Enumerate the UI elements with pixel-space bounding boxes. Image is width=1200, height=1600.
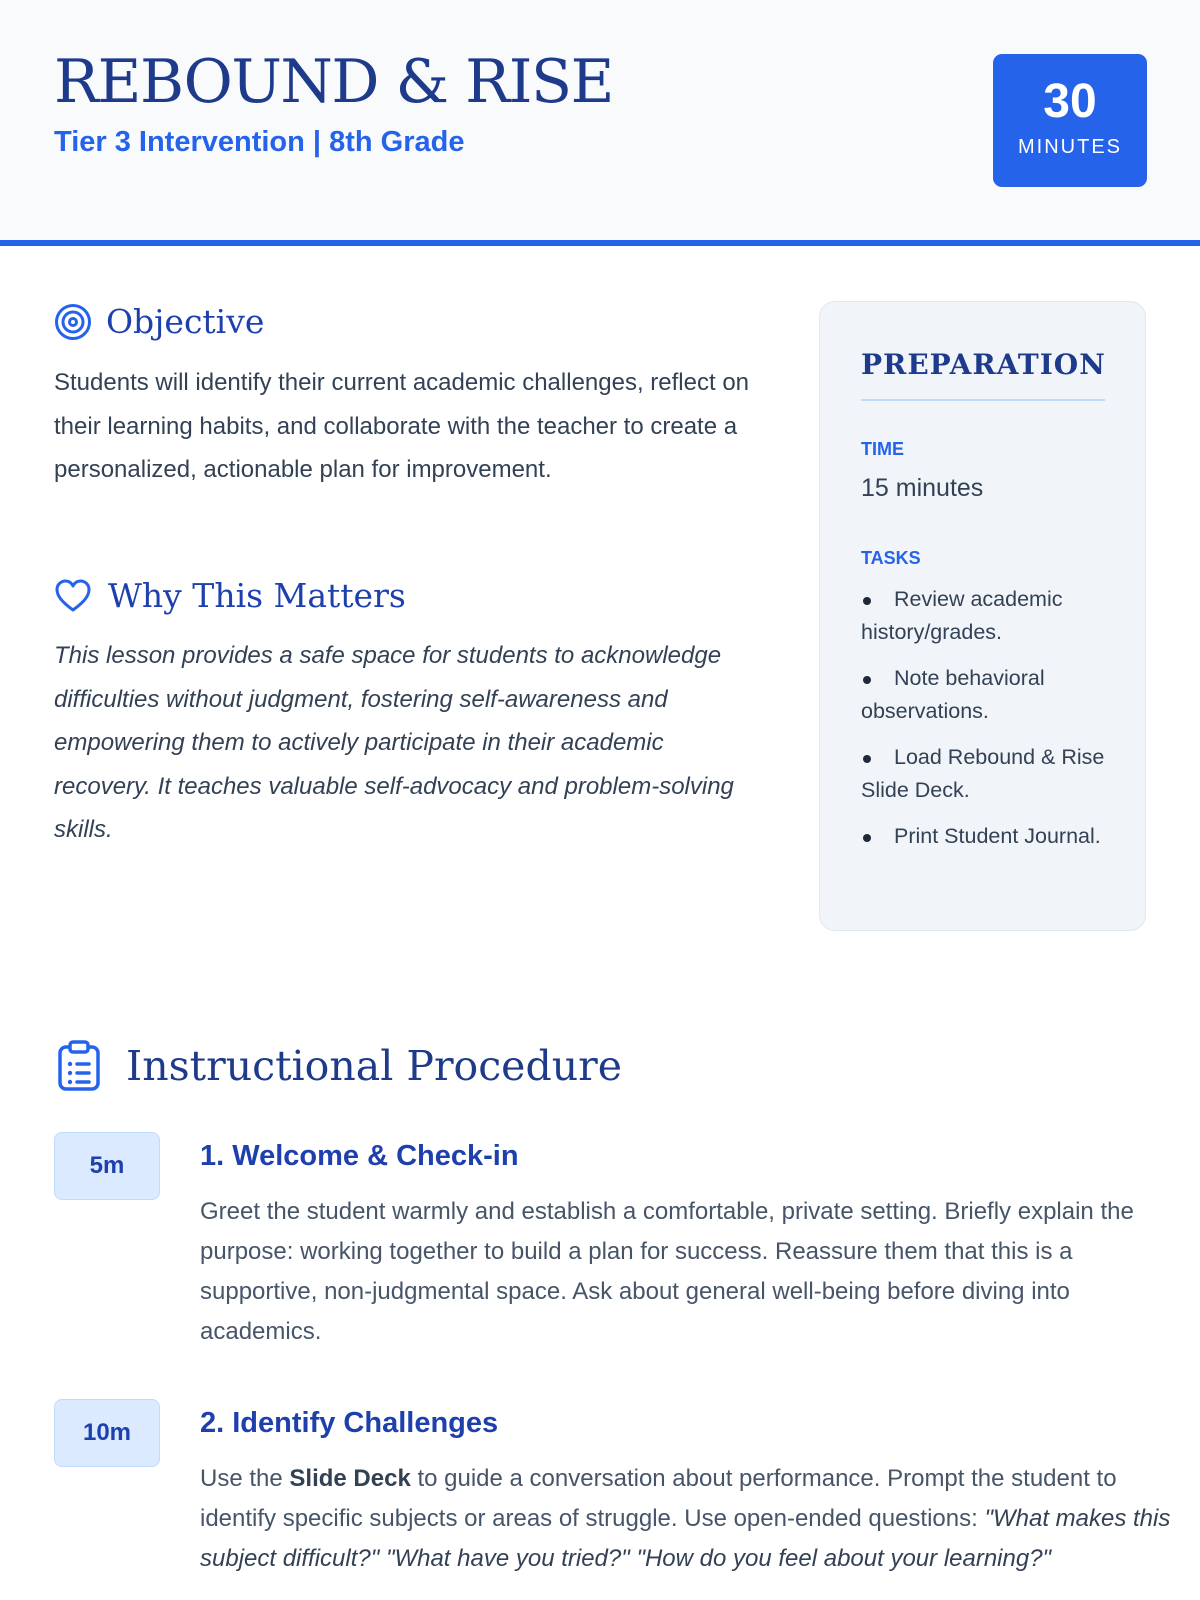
step-title: 1. Welcome & Check-in [200,1140,519,1172]
task-item: Review academic history/grades. [861,583,1105,649]
step-duration-badge: 5m [54,1132,160,1200]
objective-heading-text: Objective [106,302,265,341]
step-text-part: Use the [200,1465,290,1492]
task-item: Load Rebound & Rise Slide Deck. [861,741,1105,807]
task-item: Note behavioral observations. [861,662,1105,728]
task-item: Print Student Journal. [861,820,1105,853]
preparation-tasks-label: TASKS [861,548,921,568]
example-questions: "What makes this subject difficult?" "What have you tried?" "How do you feel about your learning?" [200,1505,1171,1572]
why-heading-text: Why This Matters [108,576,406,615]
heart-icon [54,578,92,614]
page-header [0,0,1200,246]
preparation-card [819,301,1146,931]
page-title: REBOUND & RISE [54,47,613,117]
step-title: 2. Identify Challenges [200,1407,499,1439]
step-text-part: to guide a conversation about performance. Prompt the student to identify specific subjects or areas of struggle. Use open-ended questions: [200,1465,1117,1532]
objective-heading [54,302,264,341]
procedure-heading [56,1040,622,1092]
preparation-title: PREPARATION [861,348,1105,401]
duration-value: 30 [1043,75,1097,128]
step-duration-badge: 10m [54,1399,160,1467]
step-text: Greet the student warmly and establish a comfortable, private setting. Briefly explain the purpose: working together to build a plan for success. Reassure them that this is a supportive, non-judgmental space. Ask about general well-being before diving into academics. [200,1198,1134,1345]
step-text [200,1459,1190,1579]
preparation-task-list [861,583,1105,853]
target-icon [54,303,92,341]
slide-deck-emphasis: Slide Deck [289,1465,411,1492]
clipboard-icon [56,1040,102,1092]
why-heading [54,576,406,615]
procedure-heading-text: Instructional Procedure [126,1042,622,1090]
objective-text: Students will identify their current academic challenges, reflect on their learning habits, and collaborate with the teacher to create a personalized, actionable plan for improvement. [54,369,750,483]
page-subtitle: Tier 3 Intervention | 8th Grade [54,126,465,158]
why-text: This lesson provides a safe space for students to acknowledge difficulties without judgment, fostering self-awareness and empowering them to actively participate in their academic recovery. It teaches valuable self-advocacy and problem-solving skills. [54,642,734,843]
preparation-time-value: 15 minutes [861,474,984,502]
duration-unit: MINUTES [1018,136,1122,158]
preparation-time-label: TIME [861,439,904,459]
duration-badge [993,54,1147,187]
